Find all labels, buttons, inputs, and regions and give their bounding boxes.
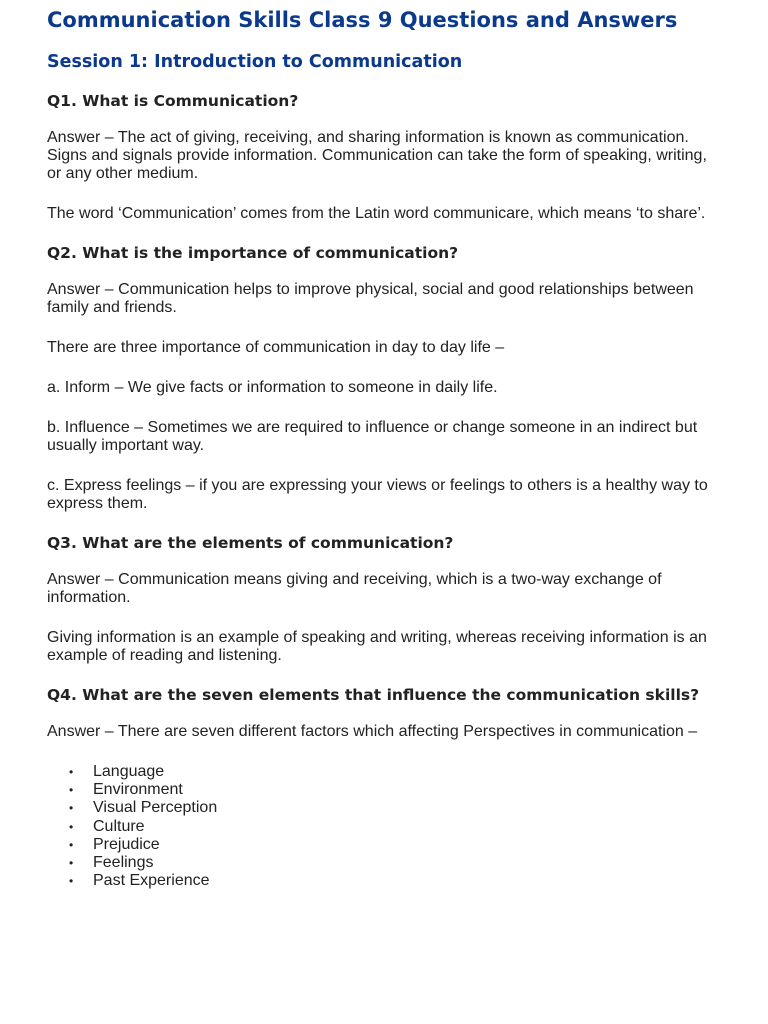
answer-1: Answer – The act of giving, receiving, and sharing information is known as communication. Signs and signals provide information. Communication can take the form of speaking, writing, or any other medium.: [47, 129, 707, 182]
document-page: [47, 0, 725, 890]
answer-3-paragraph-2: Giving information is an example of speaking and writing, whereas receiving information is an example of reading and listening.: [47, 629, 707, 664]
list-item: • Feelings: [69, 854, 154, 872]
question-3: Q3. What are the elements of communication?: [47, 534, 454, 552]
answer-4: Answer – There are seven different factors which affecting Perspectives in communication –: [47, 723, 698, 740]
answer-1-paragraph-2: The word ‘Communication’ comes from the Latin word communicare, which means ‘to share’.: [47, 205, 706, 222]
bullet-icon: •: [69, 801, 74, 816]
bullet-icon: •: [69, 837, 74, 852]
list-item: • Visual Perception: [69, 799, 218, 817]
importance-item-express-feelings: c. Express feelings – if you are expressing your views or feelings to others is a healthy way to express them.: [47, 477, 708, 512]
list-item: • Language: [69, 763, 165, 780]
bullet-icon: •: [69, 765, 74, 779]
list-item: • Prejudice: [69, 835, 160, 853]
importance-intro: There are three importance of communication in day to day life –: [47, 339, 505, 356]
bullet-icon: •: [69, 819, 74, 834]
bullet-icon: •: [69, 856, 74, 871]
bullet-icon: •: [69, 783, 74, 798]
answer-3: Answer – Communication means giving and receiving, which is a two-way exchange of information.: [47, 571, 662, 606]
communication-factors-list: [47, 763, 725, 890]
importance-item-inform: a. Inform – We give facts or information to someone in daily life.: [47, 379, 498, 396]
question-2: Q2. What is the importance of communication?: [47, 244, 459, 262]
question-1: Q1. What is Communication?: [47, 92, 299, 110]
document-title: Communication Skills Class 9 Questions and Answers: [47, 8, 678, 32]
bullet-icon: •: [69, 874, 74, 889]
session-heading: Session 1: Introduction to Communication: [47, 52, 463, 72]
question-4: Q4. What are the seven elements that influence the communication skills?: [47, 686, 700, 704]
list-item: • Past Experience: [69, 872, 210, 890]
importance-item-influence: b. Influence – Sometimes we are required to influence or change someone in an indirect but usually important way.: [47, 419, 698, 454]
list-item: • Environment: [69, 781, 183, 799]
list-item: • Culture: [69, 817, 145, 835]
answer-2: Answer – Communication helps to improve physical, social and good relationships between family and friends.: [47, 281, 694, 316]
